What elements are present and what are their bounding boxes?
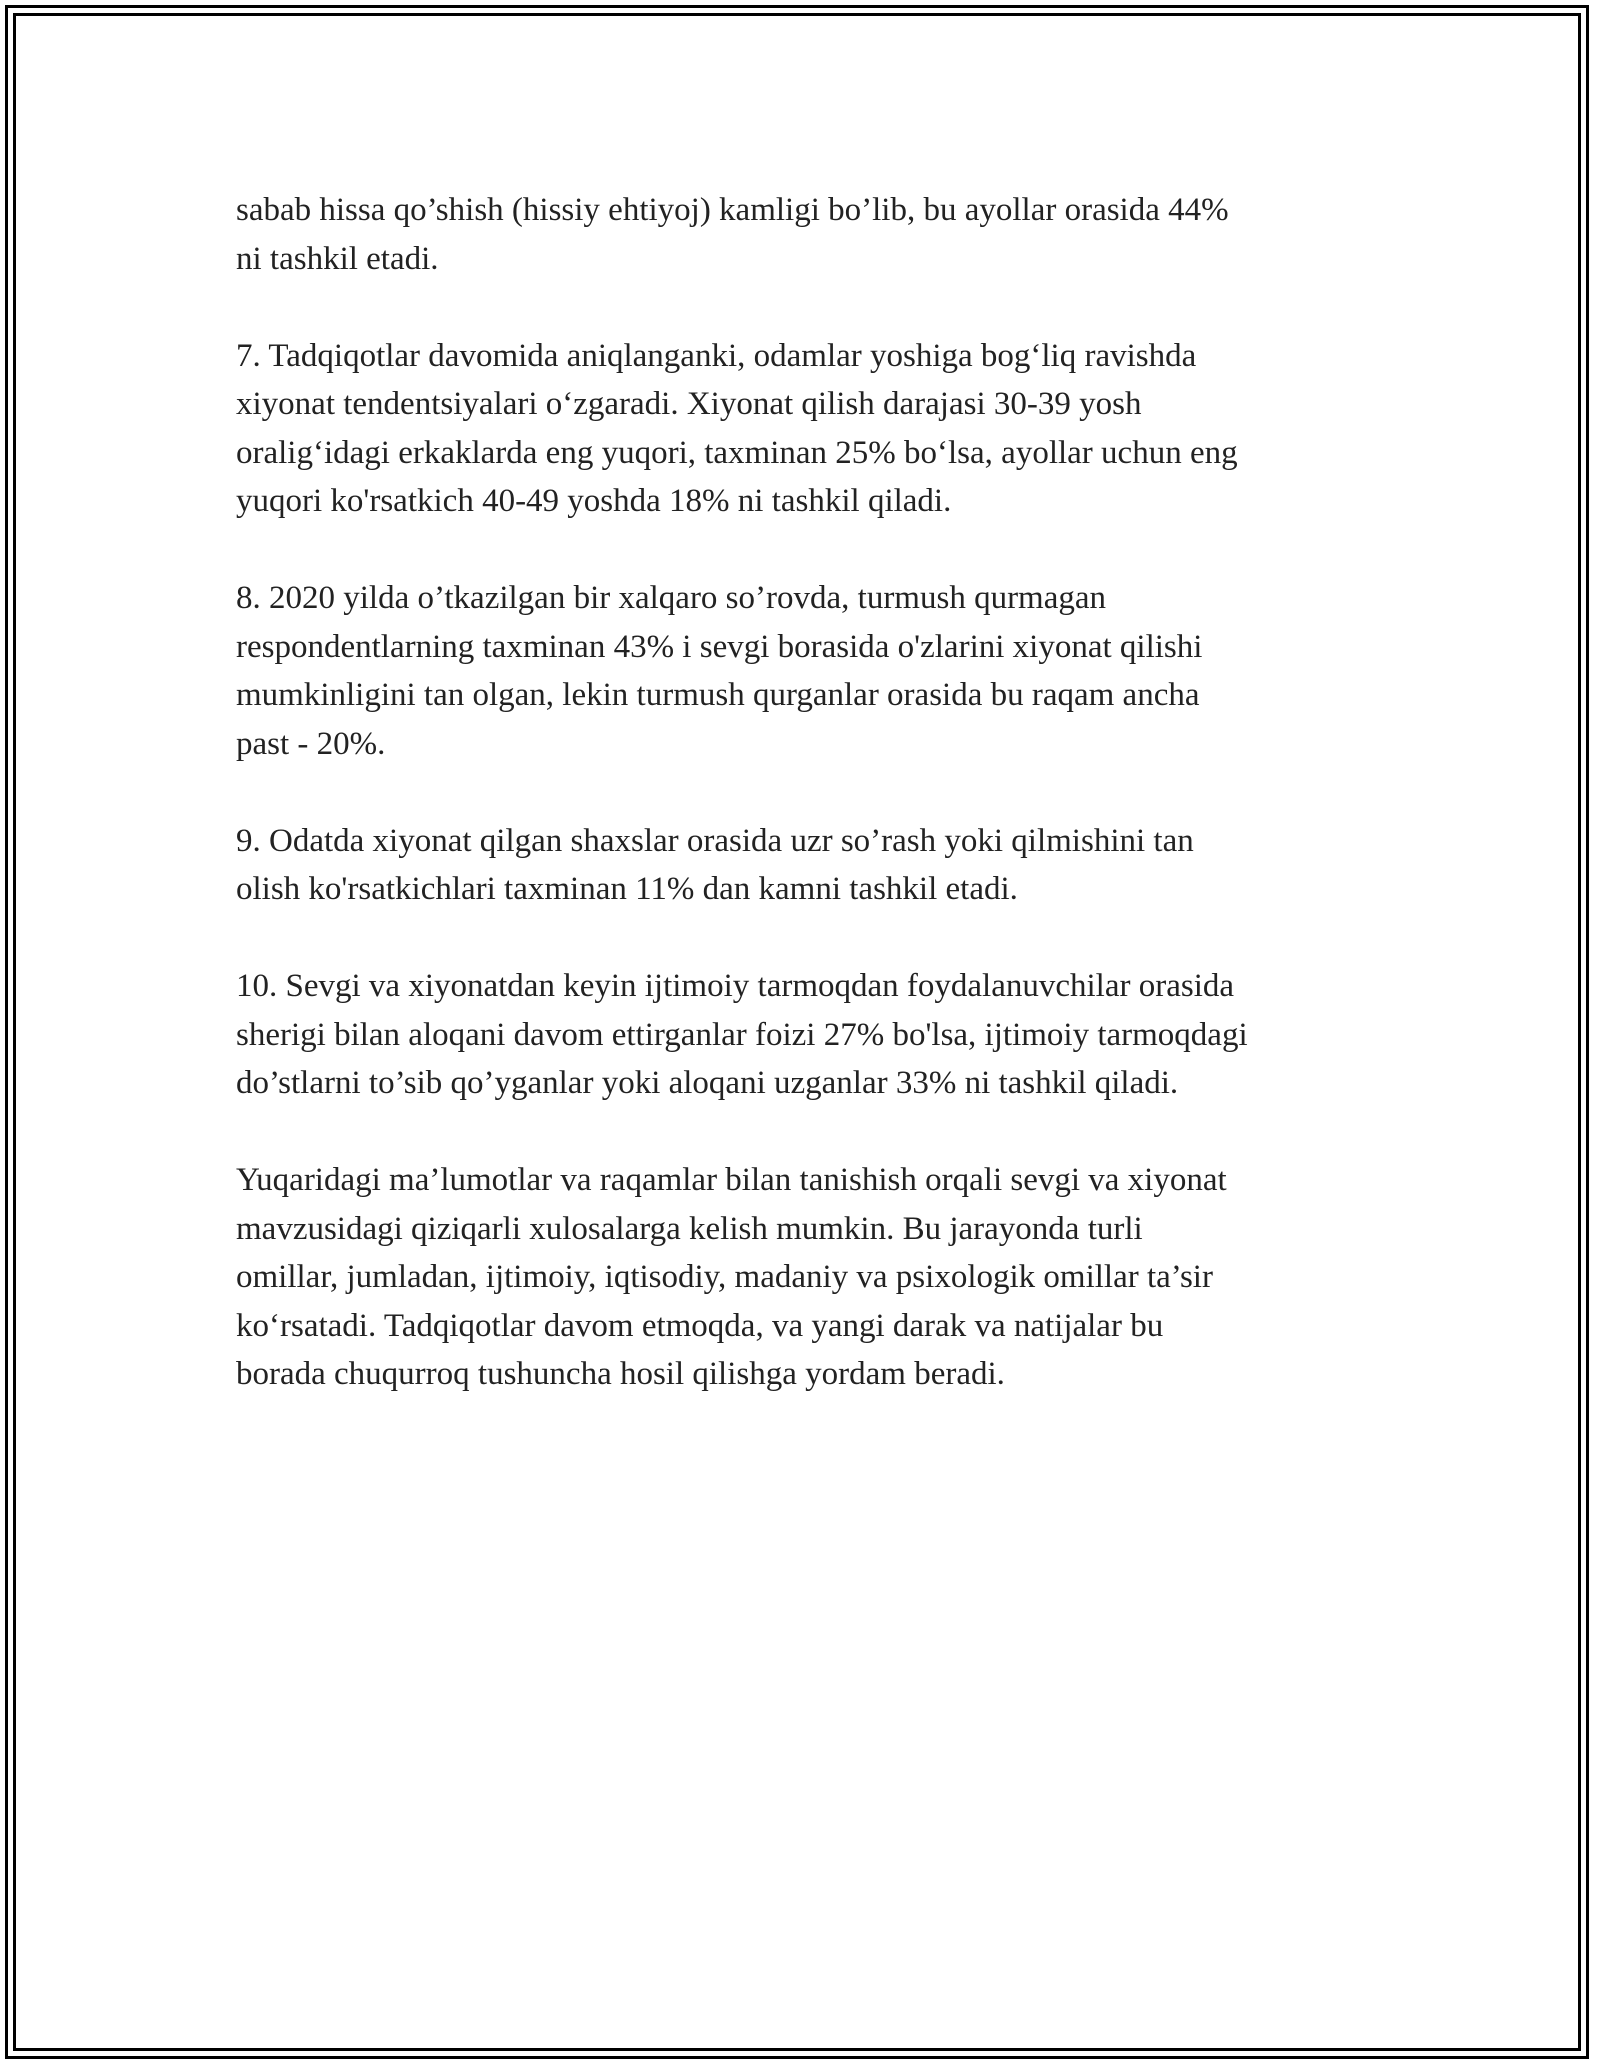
paragraph-continuation: sabab hissa qo’shish (hissiy ehtiyoj) kamligi bo’lib, bu ayollar orasida 44% ni tashkil etadi. bbox=[236, 192, 1229, 277]
paragraph-item-10: 10. Sevgi va xiyonatdan keyin ijtimoiy tarmoqdan foydalanuvchilar orasida sherigi bilan aloqani davom ettirganlar foizi 27% bo'lsa, ijtimoiy tarmoqdagi do’stlarni to’sib qo’yganlar yoki aloqani uzganlar 33% ni tashkil qiladi. bbox=[236, 968, 1248, 1101]
paragraph-item-9: 9. Odatda xiyonat qilgan shaxslar orasida uzr so’rash yoki qilmishini tan olish ko'rsatkichlari taxminan 11% dan kamni tashkil etadi. bbox=[236, 822, 1194, 907]
paragraph-item-7: 7. Tadqiqotlar davomida aniqlanganki, odamlar yoshiga bog‘liq ravishda xiyonat tendentsiyalari o‘zgaradi. Xiyonat qilish darajasi 30-39 yosh oralig‘idagi erkaklarda eng yuqori, taxminan 25% bo‘lsa, ayollar uchun eng yuqori ko'rsatkich 40-49 yoshda 18% ni tashkil qiladi. bbox=[236, 337, 1238, 519]
paragraph-conclusion: Yuqaridagi ma’lumotlar va raqamlar bilan tanishish orqali sevgi va xiyonat mavzusidagi qiziqarli xulosalarga kelish mumkin. Bu jarayonda turli omillar, jumladan, ijtimoiy, iqtisodiy, madaniy va psixologik omillar ta’sir ko‘rsatadi. Tadqiqotlar davom etmoqda, va yangi darak va natijalar bu borada chuqurroq tushuncha hosil qilishga yordam beradi. bbox=[236, 1162, 1227, 1392]
document-body bbox=[236, 186, 1386, 1447]
paragraph-item-8: 8. 2020 yilda o’tkazilgan bir xalqaro so’rovda, turmush qurmagan respondentlarning taxminan 43% i sevgi borasida o'zlarini xiyonat qilishi mumkinligini tan olgan, lekin turmush qurganlar orasida bu raqam ancha past - 20%. bbox=[236, 580, 1203, 762]
